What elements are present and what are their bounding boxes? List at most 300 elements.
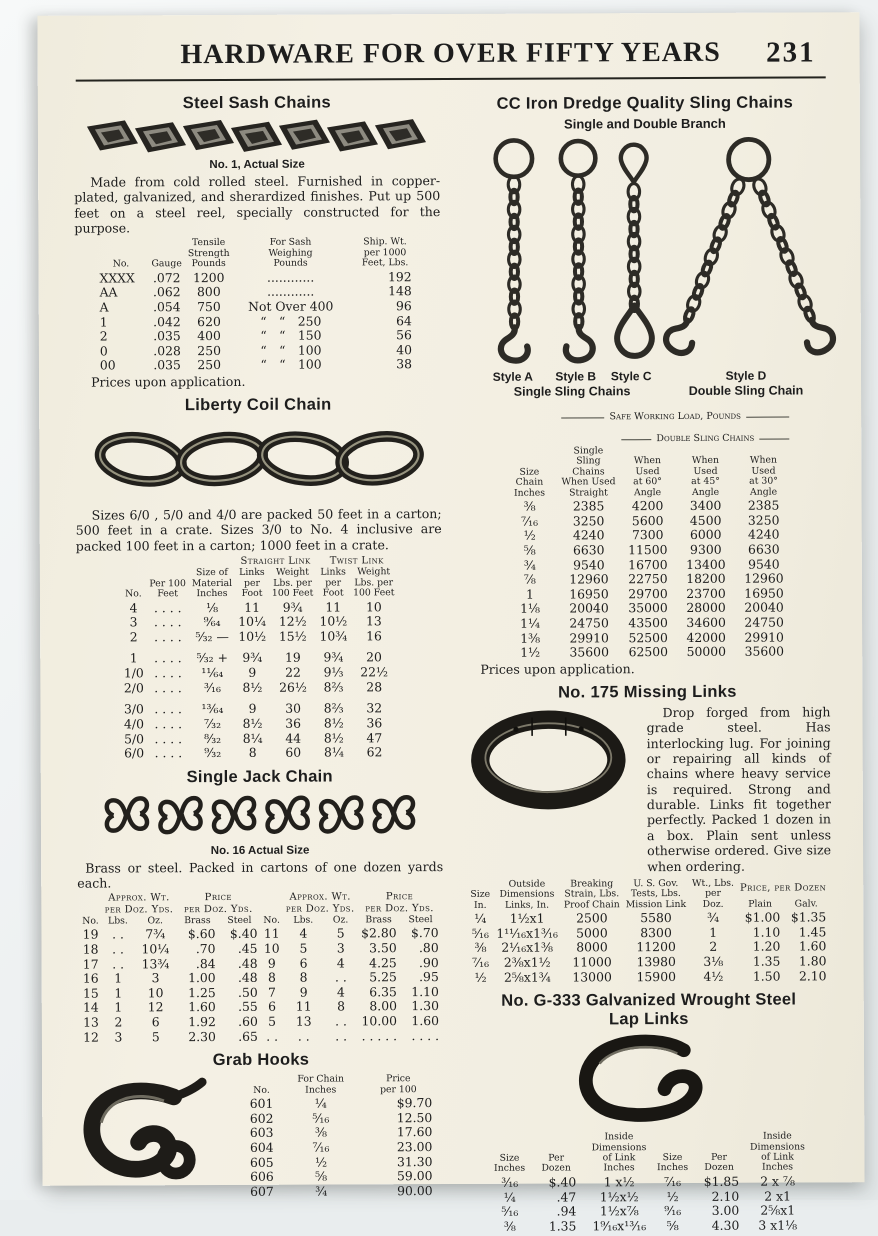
- page-number: 231: [766, 36, 816, 69]
- cell: 9¾: [323, 649, 344, 665]
- cell: . . . .: [154, 701, 182, 717]
- column-header: Plain: [748, 898, 773, 910]
- cell: 192: [387, 268, 412, 284]
- cell: . . . .: [154, 716, 183, 732]
- cell: 44: [285, 730, 302, 746]
- cell: 605: [249, 1154, 274, 1170]
- cell: 250: [197, 342, 221, 358]
- cell: 1: [114, 970, 123, 986]
- section-title: CC Iron Dredge Quality Sling Chains: [496, 93, 794, 113]
- column-header: Wt., Lbs. per Doz.: [691, 877, 735, 910]
- cell: 2⅝x1: [760, 1202, 796, 1218]
- cell: ½: [666, 1188, 679, 1204]
- single-jack-table: [79, 892, 442, 1045]
- table-row: [121, 731, 398, 747]
- column-header: For Chain Inches: [297, 1073, 344, 1096]
- table-row: [94, 328, 422, 344]
- cell: 1.60: [188, 999, 216, 1015]
- cell: 24750: [744, 614, 784, 630]
- coil-chain-image: [90, 417, 426, 500]
- cell: 9¾: [242, 650, 263, 666]
- cell: 1200: [192, 269, 225, 285]
- column-header: No.: [82, 915, 99, 927]
- cell: ⅜: [474, 940, 487, 956]
- header-spacer: [260, 892, 283, 915]
- table-row: [501, 645, 793, 661]
- column-header: Per 100 Feet: [149, 577, 186, 600]
- cell: 12: [147, 999, 164, 1015]
- cell: 2500: [576, 910, 608, 926]
- cell: 1.50: [752, 968, 781, 984]
- cell: 3⅛: [703, 953, 724, 969]
- cell: ⁹⁄₆₄: [203, 614, 221, 630]
- cell: 2: [114, 1014, 123, 1030]
- cell: 2/0: [123, 679, 144, 696]
- cell: ½: [523, 527, 536, 544]
- cell: 1.20: [752, 938, 781, 955]
- section-intro: Brass or steel. Packed in cartons of one dozen yards each.: [77, 858, 444, 891]
- cell: . .: [335, 1013, 348, 1029]
- cell: 29910: [569, 630, 609, 646]
- cell: 1½: [520, 644, 541, 661]
- cell: .035: [153, 328, 181, 344]
- cell: . .: [112, 926, 124, 942]
- cell: ⁵⁄₃₂ —: [195, 628, 229, 644]
- cell: .054: [153, 299, 181, 315]
- cell: 20040: [744, 600, 784, 616]
- section-lap-links: [464, 991, 835, 1235]
- cell: $.40: [548, 1174, 577, 1190]
- cell: 8000: [576, 939, 608, 955]
- cell: ½: [315, 1154, 328, 1170]
- cell: 9¾: [282, 599, 303, 615]
- cell: 1: [129, 650, 138, 666]
- cell: 606: [250, 1168, 274, 1185]
- cell: 28: [366, 678, 383, 695]
- cell: . . . .: [154, 679, 182, 695]
- cell: ³⁄₁₆: [203, 679, 221, 695]
- cell: 13: [83, 1014, 99, 1030]
- cell: 3: [336, 940, 345, 956]
- price-note: Prices upon application.: [480, 661, 635, 677]
- section-liberty-coil: [73, 395, 445, 761]
- cell: 00: [99, 357, 116, 373]
- cell: 148: [388, 283, 412, 299]
- column-header: Per Dozen: [541, 1152, 571, 1175]
- cell: 19: [284, 650, 301, 666]
- cell: 6: [151, 1014, 160, 1030]
- cell: 7¾: [145, 926, 166, 942]
- cell: 2: [709, 939, 718, 955]
- table-row: [80, 1029, 442, 1045]
- cell: 16: [366, 628, 382, 644]
- table-row: [121, 745, 398, 761]
- cell: 22: [285, 664, 301, 680]
- steel-sash-table: [93, 238, 422, 374]
- cell: 6/0: [124, 745, 145, 761]
- cell: 1⅛: [520, 601, 540, 617]
- cell: 1½x1: [509, 910, 545, 926]
- lap-link-illustration: [464, 1032, 834, 1132]
- sling-chains-illustration: [460, 132, 831, 370]
- cell: 750: [197, 298, 221, 315]
- group-header-price-per-dozen: Price, per Dozen: [740, 882, 827, 895]
- cell: ⁵⁄₃₂ +: [196, 650, 228, 666]
- table-row: [93, 270, 421, 286]
- cell: 9⅓: [323, 664, 344, 680]
- group-header-price: Price per Doz. Yds.: [365, 891, 434, 915]
- cell: .84: [195, 955, 216, 971]
- cell: 3250: [747, 512, 780, 528]
- cell: 36: [285, 715, 302, 731]
- cell: 34600: [686, 614, 726, 631]
- cell: 2.10: [798, 968, 827, 984]
- cell: . . . .: [154, 730, 183, 746]
- cell: 8⅔: [323, 700, 344, 716]
- cell: 3.50: [369, 940, 397, 956]
- cell: 3: [129, 614, 138, 630]
- cell: . . . .: [153, 614, 182, 630]
- lap-link-image: [564, 1032, 734, 1127]
- cell: 90.00: [397, 1182, 433, 1199]
- column-header: Outside Dimensions Links, In.: [499, 878, 555, 911]
- cell: . . . .: [153, 599, 182, 615]
- cell: 11: [325, 598, 342, 615]
- cell: 1: [525, 586, 534, 602]
- table-row: [491, 1218, 808, 1234]
- cell: 3250: [572, 513, 605, 529]
- cell: 1¹¹⁄₁₆x1³⁄₁₆: [496, 925, 559, 941]
- section-title: Grab Hooks: [212, 1050, 310, 1070]
- cell: .062: [152, 284, 181, 300]
- cell: 5: [268, 1013, 277, 1029]
- cell: 13: [295, 1013, 312, 1029]
- cell: 10¼: [238, 613, 267, 630]
- left-column: [72, 86, 447, 1236]
- section-title: No. G-333 Galvanized Wrought Steel Lap Links: [501, 990, 797, 1029]
- cell: 2⅜x1½: [503, 954, 551, 970]
- cell: $.60: [187, 926, 216, 942]
- cell: .70: [195, 940, 216, 957]
- table-row: [121, 651, 398, 667]
- cell: 62: [366, 744, 383, 760]
- cell: 4: [129, 599, 138, 615]
- cell: 2 x ⅞: [760, 1173, 795, 1189]
- cell: 8.00: [369, 998, 397, 1014]
- cell: 2385: [747, 497, 780, 513]
- section-title: Steel Sash Chains: [182, 93, 331, 113]
- column-header: Weight Lbs. per 100 Feet: [353, 566, 395, 599]
- cell: 43500: [628, 615, 668, 631]
- cell: ⁷⁄₁₆: [472, 954, 490, 970]
- page-title: HARDWARE FOR OVER FIFTY YEARS: [180, 36, 721, 71]
- cell: 2.30: [188, 1028, 216, 1044]
- cell: 1.60: [411, 1013, 440, 1029]
- section-single-jack: [75, 767, 446, 1045]
- table-row: [468, 969, 830, 985]
- cell: 8: [299, 969, 308, 985]
- cell: 40: [396, 341, 413, 358]
- cell: 4.30: [711, 1217, 740, 1233]
- cell: 1.35: [548, 1218, 577, 1234]
- cell: ¼: [503, 1189, 516, 1205]
- cell: 5: [151, 1028, 160, 1044]
- group-header-safe-working-load: [558, 402, 792, 425]
- cell: ¹¹⁄₆₄: [201, 665, 224, 681]
- cell: 18200: [686, 571, 726, 587]
- cell: 9: [248, 701, 257, 717]
- cell: 7300: [631, 527, 664, 543]
- cell: 1.10: [411, 983, 439, 999]
- cell: 6630: [572, 542, 605, 558]
- cell: 62500: [628, 644, 668, 660]
- cell: 60: [285, 744, 302, 760]
- style-a-label: Style A: [492, 369, 533, 384]
- cell: $.70: [411, 925, 439, 941]
- cell: Not Over 400: [248, 298, 334, 314]
- group-header-price: Price per Doz. Yds.: [183, 892, 253, 915]
- column-header: Links per Foot: [320, 566, 346, 599]
- cell: $1.85: [703, 1173, 740, 1189]
- cell: 28000: [686, 600, 726, 616]
- column-header: Inside Dimensions of Link Inches: [591, 1131, 647, 1174]
- cell: 8300: [640, 924, 672, 940]
- cell: ⅜: [503, 1218, 516, 1234]
- cell: 5600: [631, 512, 664, 528]
- cell: 16950: [744, 585, 784, 601]
- cell: “ “ 100: [260, 356, 322, 373]
- cell: . . . .: [154, 650, 182, 666]
- section-grab-hooks: [76, 1050, 447, 1200]
- cell: ¾: [523, 557, 536, 573]
- cell: .48: [237, 955, 258, 971]
- cell: . . . .: [154, 745, 183, 761]
- cell: “ “ 250: [260, 313, 322, 329]
- header-spacer: [79, 893, 102, 916]
- section-description: Drop forged from high grade steel. Has interlocking lug. For joining or repairing all kinds of chains where heavy service is required. Strong and durable. Links fit together perfectly. Packed 1 dozen in a box. Plain sent unless otherwise ordered. Give size when ordering.: [646, 704, 832, 874]
- cell: 59.00: [396, 1168, 433, 1184]
- cell: 12960: [569, 571, 609, 587]
- column-header: Steel: [227, 914, 252, 926]
- cell: 29910: [744, 629, 784, 645]
- cell: 10¾: [319, 628, 348, 644]
- cell: 2⅝x1¾: [503, 969, 551, 985]
- cell: 5: [336, 925, 345, 941]
- table-row: [121, 629, 398, 645]
- column-header: For Sash Weighing Pounds: [268, 237, 313, 270]
- group-header-straight-link: Straight Link: [240, 555, 311, 568]
- column-header: Lbs.: [293, 914, 314, 926]
- cell: 620: [197, 313, 221, 329]
- section-missing-links: [462, 682, 833, 985]
- cell: “ “ 100: [260, 342, 322, 358]
- cell: ⁹⁄₁₆: [664, 1203, 682, 1219]
- cell: 10.00: [361, 1013, 398, 1029]
- cell: 2: [129, 629, 138, 645]
- style-c-label: Style C: [610, 369, 652, 384]
- column-header: Size Chain Inches: [513, 466, 546, 499]
- cell: 16: [82, 970, 99, 986]
- coil-chain-illustration: [73, 417, 443, 505]
- illustration-caption: No. 16 Actual Size: [210, 844, 310, 857]
- cell: 13: [365, 613, 382, 629]
- column-header: Oz.: [332, 914, 349, 926]
- cell: 3: [114, 1029, 123, 1045]
- cell: 15: [82, 985, 99, 1001]
- cell: 52500: [628, 629, 668, 645]
- cell: 35000: [628, 600, 668, 616]
- column-header: Breaking Strain, Lbs. Proof Chain: [563, 878, 620, 911]
- cell: 16700: [628, 556, 668, 572]
- column-header: Ship. Wt. per 1000 Feet, Lbs.: [361, 236, 409, 269]
- cell: . . . .: [154, 665, 182, 681]
- cell: 18: [82, 941, 99, 957]
- cell: 1¼: [520, 615, 541, 631]
- sash-chain-image: [85, 115, 429, 155]
- cell: 19: [82, 926, 99, 942]
- column-header: Size Inches: [494, 1152, 526, 1175]
- running-head: [72, 36, 830, 81]
- cell: 14: [82, 999, 99, 1016]
- cell: 1.00: [188, 970, 216, 986]
- cell: 4200: [631, 498, 664, 514]
- cell: 16950: [569, 586, 609, 602]
- cell: 23700: [686, 585, 726, 601]
- column-header: No.: [253, 1084, 270, 1096]
- table-row: [121, 716, 398, 732]
- cell: 4½: [703, 968, 724, 984]
- cell: 7: [267, 984, 276, 1000]
- cell: ⅛: [206, 599, 219, 615]
- cell: 603: [249, 1125, 274, 1141]
- cell: $1.00: [744, 909, 781, 925]
- section-title: No. 175 Missing Links: [558, 682, 737, 702]
- cell: 64: [396, 312, 412, 328]
- grab-hooks-table: [232, 1074, 447, 1199]
- cell: 8: [267, 969, 276, 985]
- column-header: Per Dozen: [704, 1151, 734, 1174]
- cell: 8½: [242, 679, 263, 695]
- cell: 8½: [323, 729, 344, 746]
- cell: .48: [237, 969, 258, 986]
- cell: 1⁹⁄₁₆x¹³⁄₁₆: [592, 1217, 647, 1234]
- column-header: Size In.: [470, 889, 491, 911]
- cell: ¾: [707, 909, 720, 926]
- cell: 20: [366, 649, 382, 665]
- single-sling-caption: Single Sling Chains: [513, 384, 631, 399]
- section-description: Sizes 6/0 , 5/0 and 4/0 are packed 50 feet in a carton; 500 feet in a crate. Sizes 3/0 to No. 4 inclusive are packed 100 feet in a carton; 1000 feet in a crate.: [75, 506, 442, 554]
- cell: 1.35: [752, 953, 781, 969]
- cell: 604: [249, 1139, 274, 1155]
- cell: ⅝: [523, 542, 536, 558]
- cell: 1: [114, 999, 123, 1015]
- cell: ³⁄₁₆: [501, 1174, 519, 1190]
- table-row: [121, 665, 398, 681]
- cell: 5.25: [369, 969, 397, 985]
- header-spacer: [500, 424, 618, 447]
- cell: 35600: [744, 643, 784, 660]
- jack-chain-image: [90, 789, 430, 840]
- cell: ⁷⁄₁₆: [521, 513, 539, 529]
- illustration-caption: No. 1, Actual Size: [209, 158, 305, 172]
- column-header: Brass: [365, 914, 392, 926]
- column-header: Size Inches: [656, 1152, 689, 1174]
- cell: .60: [238, 1013, 258, 1029]
- cell: 10: [263, 940, 280, 956]
- cell: ¼: [474, 910, 487, 927]
- table-row: [94, 314, 422, 330]
- cell: ⁵⁄₁₆: [471, 925, 489, 941]
- cell: .65: [238, 1028, 258, 1044]
- cell: 2 x1: [764, 1188, 792, 1204]
- group-header-twist-link: Twist Link: [329, 555, 384, 567]
- column-header: Brass: [184, 914, 211, 927]
- cell: ............: [266, 269, 315, 285]
- cell: 9540: [748, 556, 780, 572]
- cell: . .: [112, 955, 125, 971]
- cell: 5: [299, 940, 308, 956]
- table-row: [94, 299, 422, 315]
- cell: 602: [249, 1110, 274, 1126]
- table-row: [491, 1174, 808, 1190]
- cell: ⅜: [523, 498, 536, 514]
- cell: 9300: [690, 541, 722, 557]
- catalog-page: [37, 12, 864, 1234]
- cell: 32: [366, 700, 383, 716]
- cell: ⅝: [315, 1168, 328, 1184]
- header-spacer: [500, 403, 558, 425]
- cell: 6630: [748, 541, 780, 557]
- cell: 9: [267, 955, 276, 971]
- cell: ............: [267, 283, 315, 300]
- cell: 13000: [572, 968, 612, 985]
- cell: . .: [335, 1028, 348, 1044]
- cell: 607: [250, 1183, 274, 1199]
- group-header-double-sling: [618, 424, 792, 447]
- column-header: Single Sling Chains When Used Straight: [561, 445, 616, 499]
- cell: 26½: [279, 679, 307, 695]
- cell: .072: [152, 269, 181, 285]
- double-sling-caption: Double Sling Chain: [688, 383, 804, 398]
- price-note: Prices upon application.: [91, 373, 246, 390]
- column-header: When Used at 60° Angle: [633, 455, 662, 498]
- cell: 50000: [686, 644, 726, 660]
- cell: 1/0: [123, 665, 144, 681]
- cell: 1½x⅞: [599, 1203, 639, 1219]
- cell: 3: [151, 970, 160, 986]
- cell: 30: [285, 700, 302, 716]
- cell: 4/0: [123, 716, 145, 732]
- group-header-approx-wt: Approx. Wt. per Doz. Yds.: [104, 892, 174, 916]
- column-header: When Used at 30° Angle: [749, 455, 778, 498]
- cell: ⁵⁄₁₆: [312, 1110, 330, 1126]
- sash-chain-illustration: [72, 115, 442, 159]
- cell: 5/0: [124, 730, 145, 746]
- cell: 31.30: [396, 1153, 433, 1169]
- cell: ⁷⁄₁₆: [664, 1173, 682, 1189]
- section-title: Liberty Coil Chain: [184, 395, 332, 415]
- cell: 1⅜: [520, 630, 541, 646]
- column-header: Oz.: [147, 915, 164, 927]
- cell: .035: [153, 357, 181, 373]
- group-header-approx-wt: Approx. Wt. per Doz. Yds.: [285, 891, 355, 915]
- cell: 8½: [323, 715, 344, 731]
- column-header: Tensile Strength Pounds: [187, 237, 230, 270]
- brace-label: Safe Working Load, Pounds: [561, 412, 789, 424]
- cell: 3 x1⅛: [758, 1217, 798, 1233]
- cell: 9: [299, 984, 308, 1000]
- section-steel-sash: [72, 93, 443, 390]
